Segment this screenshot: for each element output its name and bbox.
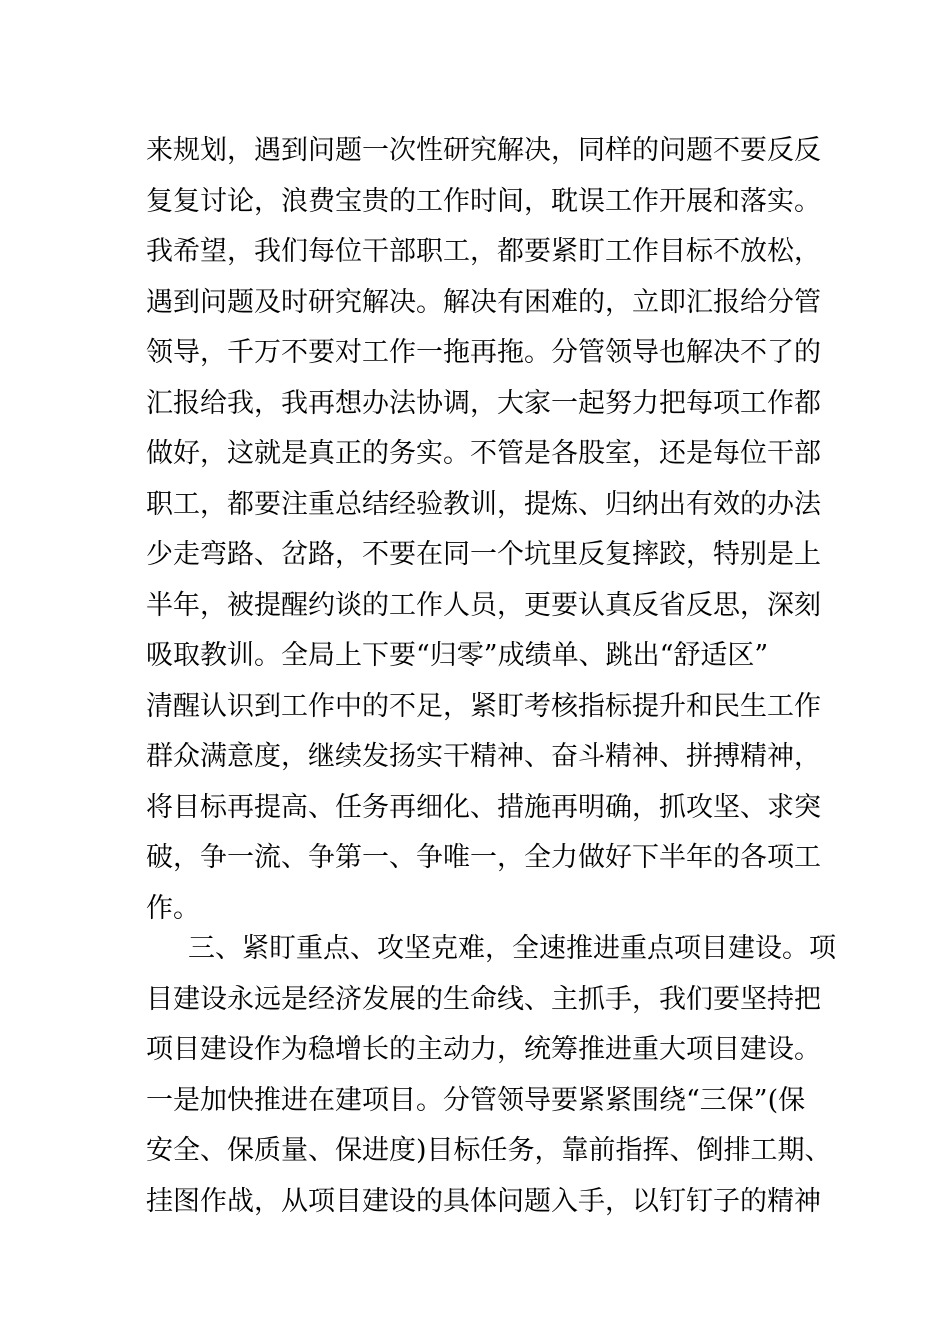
text-line: 挂图作战，从项目建设的具体问题入手，以钉钉子的精神 xyxy=(146,1185,821,1217)
text-line: 来规划，遇到问题一次性研究解决，同样的问题不要反反 xyxy=(146,135,821,166)
text-line: 少走弯路、岔路，不要在同一个坑里反复摔跤，特别是上 xyxy=(146,539,821,570)
text-line: 作。 xyxy=(146,892,200,924)
text-line: 领导，千万不要对工作一拖再拖。分管领导也解决不了的 xyxy=(146,337,821,368)
text-line: 吸取教训。全局上下要“归零”成绩单、跳出“舒适区” xyxy=(146,640,769,671)
text-line: 职工，都要注重总结经验教训，提炼、归纳出有效的办法 xyxy=(146,488,821,520)
text-line: 安全、保质量、保进度)目标任务，靠前指挥、倒排工期、 xyxy=(146,1135,832,1166)
paragraph-continuation xyxy=(146,126,821,934)
text-line: 项目建设作为稳增长的主动力，统筹推进重大项目建设。 xyxy=(146,1034,821,1065)
text-line: 目建设永远是经济发展的生命线、主抓手，我们要坚持把 xyxy=(146,983,821,1015)
text-line: 复复讨论，浪费宝贵的工作时间，耽误工作开展和落实。 xyxy=(146,185,821,217)
text-line: 半年，被提醒约谈的工作人员，更要认真反省反思，深刻 xyxy=(146,589,821,621)
text-line: 将目标再提高、任务再细化、措施再明确，抓攻坚、求突 xyxy=(146,791,821,823)
text-line: 清醒认识到工作中的不足，紧盯考核指标提升和民生工作 xyxy=(146,690,821,722)
text-line: 一是加快推进在建项目。分管领导要紧紧围绕“三保”(保 xyxy=(146,1084,806,1116)
text-line: 遇到问题及时研究解决。解决有困难的，立即汇报给分管 xyxy=(146,286,821,318)
text-line: 我希望，我们每位干部职工，都要紧盯工作目标不放松， xyxy=(146,236,821,267)
text-line: 破，争一流、争第一、争唯一，全力做好下半年的各项工 xyxy=(146,842,821,873)
text-line: 做好，这就是真正的务实。不管是各股室，还是每位干部 xyxy=(146,438,821,469)
section-heading-line: 三、紧盯重点、攻坚克难，全速推进重点项目建设。项 xyxy=(188,933,836,964)
text-line: 汇报给我，我再想办法协调，大家一起努力把每项工作都 xyxy=(146,387,821,419)
text-line: 群众满意度，继续发扬实干精神、奋斗精神、拼搏精神， xyxy=(146,741,821,772)
paragraph-section-three xyxy=(146,924,836,1227)
